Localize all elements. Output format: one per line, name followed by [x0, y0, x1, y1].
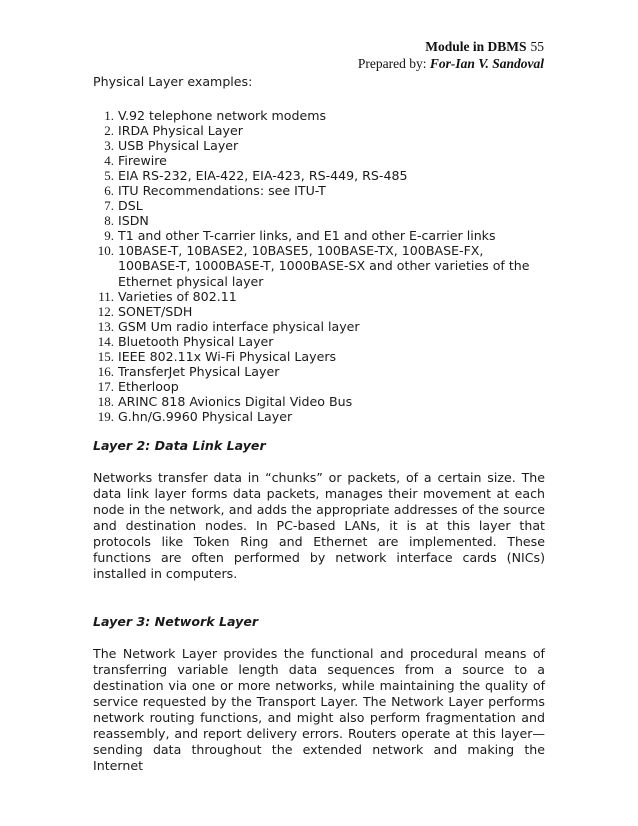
intro-text: Physical Layer examples:: [93, 74, 253, 89]
list-item: [93, 213, 545, 228]
header-module-line: [358, 38, 544, 55]
list-item-number: 18.: [97, 393, 114, 409]
list-item-text: EIA RS-232, EIA-422, EIA-423, RS-449, RS-485: [118, 168, 408, 184]
list-item-number: 3.: [104, 138, 114, 154]
list-item-number: 17.: [97, 378, 114, 394]
header-prepared-line: [358, 55, 544, 72]
list-item-number: 5.: [104, 168, 114, 184]
list-item-text: T1 and other T-carrier links, and E1 and other E-carrier links: [118, 228, 496, 244]
list-item-text: 10BASE-T, 10BASE2, 10BASE5, 100BASE-TX, 100BASE-FX, 100BASE-T, 1000BASE-T, 1000BASE-SX and other varieties of the Ethernet physical layer: [118, 243, 530, 289]
list-item-number: 13.: [97, 318, 114, 334]
list-item-text: Etherloop: [118, 378, 179, 394]
list-item: [93, 364, 545, 379]
list-item: [93, 183, 545, 198]
page-number: 55: [530, 39, 544, 54]
list-item: [93, 409, 545, 424]
list-item-text: IRDA Physical Layer: [118, 123, 243, 139]
list-item-text: ARINC 818 Avionics Digital Video Bus: [118, 393, 353, 409]
list-item: [93, 198, 545, 213]
list-item-number: 9.: [104, 228, 114, 244]
list-item-text: TransferJet Physical Layer: [118, 363, 280, 379]
list-item-number: 19.: [97, 408, 114, 424]
list-item-text: GSM Um radio interface physical layer: [118, 318, 360, 334]
list-item-number: 15.: [97, 348, 114, 364]
list-item: [93, 334, 545, 349]
list-item-number: 2.: [104, 123, 114, 139]
list-item-text: ISDN: [118, 213, 149, 229]
list-item: [93, 138, 545, 153]
list-item-number: 6.: [104, 183, 114, 199]
list-item: [93, 108, 545, 123]
list-item-number: 16.: [97, 363, 114, 379]
page-content: [93, 74, 545, 774]
author-name: For-Ian V. Sandoval: [429, 56, 544, 71]
layer3-heading: Layer 3: Network Layer: [93, 613, 259, 629]
list-item-text: SONET/SDH: [118, 303, 193, 319]
list-item: [93, 123, 545, 138]
list-item-text: Firewire: [118, 153, 167, 169]
list-item-text: IEEE 802.11x Wi-Fi Physical Layers: [118, 348, 337, 364]
list-item-text: Bluetooth Physical Layer: [118, 333, 274, 349]
list-item-number: 4.: [104, 153, 114, 169]
list-item-number: 8.: [104, 213, 114, 229]
list-item-text: ITU Recommendations: see ITU-T: [118, 183, 326, 199]
list-item: [93, 228, 545, 243]
layer2-heading: Layer 2: Data Link Layer: [93, 437, 266, 453]
list-item: [93, 394, 545, 409]
layer3-paragraph: The Network Layer provides the functional and procedural means of transferring variable length data sequences from a source to a destination via one or more networks, while maintaining the quality of service requested by the Transport Layer. The Network Layer performs network routing functions, and might also perform fragmentation and reassembly, and report delivery errors. Routers operate at this layer—sending data throughout the extended network and making the Internet: [93, 645, 545, 773]
list-item: [93, 319, 545, 334]
list-item: [93, 379, 545, 394]
list-item-number: 10.: [97, 243, 114, 259]
module-label: Module in DBMS: [425, 39, 527, 54]
layer2-paragraph: Networks transfer data in “chunks” or packets, of a certain size. The data link layer forms data packets, manages their movement at each node in the network, and adds the appropriate addresses of the source and destination nodes. In PC-based LANs, it is at this layer that protocols like Token Ring and Ethernet are implemented. These functions are often performed by network interface cards (NICs) installed in computers.: [93, 469, 545, 581]
physical-layer-examples-list: [93, 108, 545, 424]
list-item: [93, 168, 545, 183]
list-item-number: 11.: [98, 288, 114, 304]
list-item-text: G.hn/G.9960 Physical Layer: [118, 408, 293, 424]
list-item: [93, 304, 545, 319]
page-header: [358, 38, 544, 72]
list-item: [93, 153, 545, 168]
list-item-number: 7.: [104, 198, 114, 214]
list-item-text: USB Physical Layer: [118, 138, 239, 154]
list-item: [93, 289, 545, 304]
list-item-text: DSL: [118, 198, 143, 214]
list-item: [93, 243, 545, 288]
prepared-label: Prepared by:: [357, 56, 427, 71]
list-item: [93, 349, 545, 364]
list-item-text: V.92 telephone network modems: [118, 108, 327, 123]
list-item-number: 12.: [97, 303, 114, 319]
list-item-number: 1.: [104, 108, 114, 123]
list-item-number: 14.: [97, 333, 114, 349]
list-item-text: Varieties of 802.11: [118, 288, 237, 304]
